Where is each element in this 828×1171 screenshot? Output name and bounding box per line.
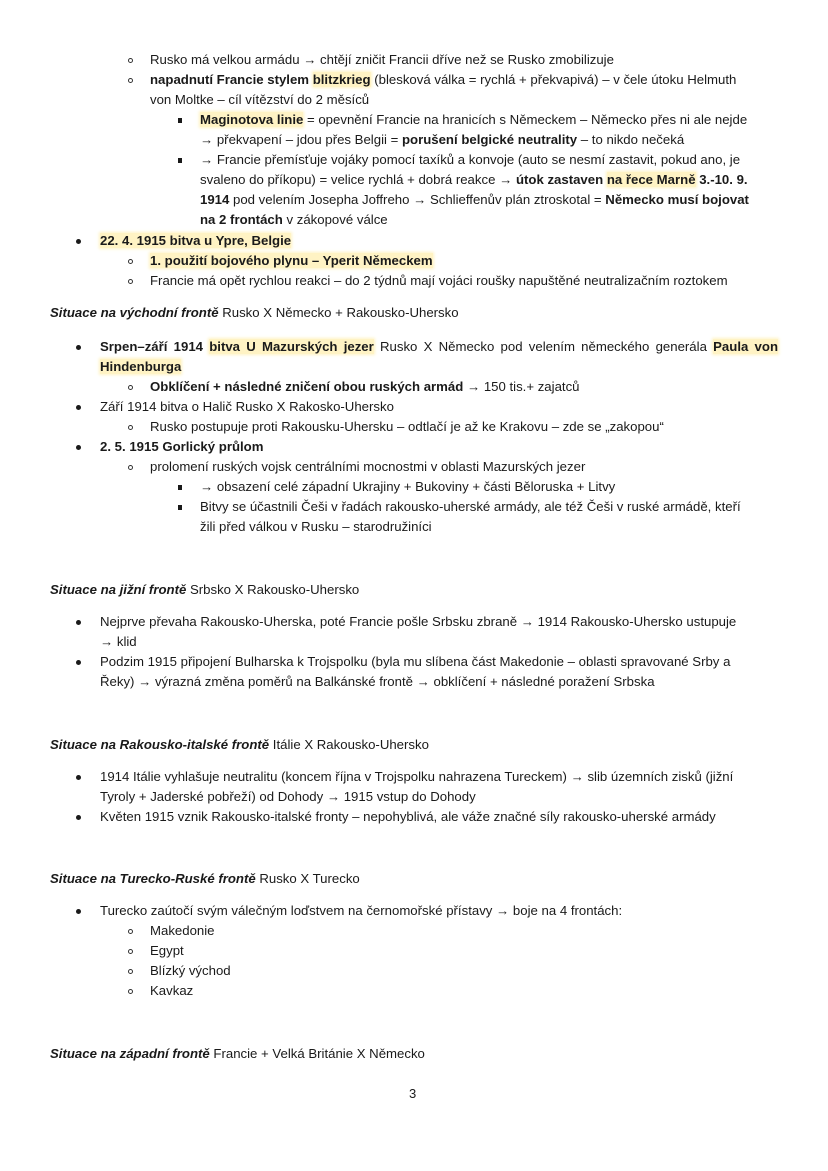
heading-subtitle: Itálie X Rakousko-Uhersko <box>269 737 429 752</box>
list-item-continuation <box>200 210 388 230</box>
list-item: → obsazení celé západní Ukrajiny + Bukoviny + části Běloruska + Litvy <box>200 479 616 494</box>
text: svaleno do příkopu) = velice rychlá + dobrá reakce → <box>200 172 516 187</box>
circle-bullet-icon <box>128 465 133 470</box>
bold-text: na 2 frontách <box>200 212 283 227</box>
list-item-continuation: žili před válkou v Rusku – starodružiníci <box>200 519 432 534</box>
list-item: Květen 1915 vznik Rakousko-italské fronty – nepohyblivá, ale váže značné síly rakousko-uherské armády <box>100 809 716 824</box>
list-item <box>100 231 291 251</box>
bold-text: porušení belgické neutrality <box>401 132 578 147</box>
list-item-front: Egypt <box>150 943 184 958</box>
text: = opevnění Francie na hranicích s Německem – Německo přes ni ale nejde <box>303 112 748 127</box>
disc-bullet-icon <box>76 660 81 665</box>
list-item-continuation <box>200 130 684 150</box>
text: Rusko X Německo pod velením německého generála <box>373 339 714 354</box>
list-item: Rusko postupuje proti Rakousku-Uhersku – odtlačí je až ke Krakovu – zde se „zakopou“ <box>150 419 664 434</box>
list-item <box>200 110 747 130</box>
circle-bullet-icon <box>128 949 133 954</box>
list-item-front: Blízký východ <box>150 963 231 978</box>
heading-text: Situace na Turecko-Ruské frontě <box>50 871 256 886</box>
bold-text: Německo musí bojovat <box>605 192 749 207</box>
disc-bullet-icon <box>76 445 81 450</box>
list-item: Nejprve převaha Rakousko-Uherska, poté Francie pošle Srbsku zbraně → 1914 Rakousko-Uhersko ustupuje <box>100 614 737 629</box>
heading-text: Situace na západní frontě <box>50 1046 210 1061</box>
bold-text: Srpen–září 1914 <box>100 339 210 354</box>
section-heading-west <box>50 1044 425 1064</box>
circle-bullet-icon <box>128 425 133 430</box>
list-item: Turecko zaútočí svým válečným loďstvem na černomořské přístavy → boje na 4 frontách: <box>100 903 623 918</box>
highlighted-text: blitzkrieg <box>312 72 371 87</box>
text: (blesková válka = rychlá + překvapivá) – v čele útoku Helmuth <box>370 72 737 87</box>
circle-bullet-icon <box>128 385 133 390</box>
circle-bullet-icon <box>128 969 133 974</box>
circle-bullet-icon <box>128 279 133 284</box>
heading-subtitle: Rusko X Turecko <box>255 871 360 886</box>
highlighted-text: bitva U Mazurských jezer <box>209 339 374 354</box>
bold-text: Obklíčení + následné zničení obou ruských armád <box>150 379 464 394</box>
list-item <box>150 377 580 397</box>
list-item-continuation: → klid <box>100 634 137 649</box>
square-bullet-icon <box>178 118 182 123</box>
list-item-continuation: Tyroly + Jaderské pobřeží) od Dohody → 1915 vstup do Dohody <box>100 789 476 804</box>
disc-bullet-icon <box>76 909 81 914</box>
text: → 150 tis.+ zajatců <box>463 379 580 394</box>
list-item <box>100 337 778 357</box>
highlighted-text: na řece Marně <box>606 172 696 187</box>
disc-bullet-icon <box>76 345 81 350</box>
circle-bullet-icon <box>128 989 133 994</box>
bold-text: 1914 <box>200 192 230 207</box>
square-bullet-icon <box>178 158 182 163</box>
heading-text: Situace na Rakousko-italské frontě <box>50 737 270 752</box>
list-item: 1914 Itálie vyhlašuje neutralitu (koncem října v Trojspolku nahrazena Tureckem) → slib územních zisků (jižní <box>100 769 734 784</box>
highlighted-text: 1. použití bojového plynu – Yperit Německem <box>150 253 433 268</box>
list-item: Rusko má velkou armádu → chtějí zničit Francii dříve než se Rusko zmobilizuje <box>150 52 614 67</box>
list-item: Bitvy se účastnili Češi v řadách rakousko-uherské armády, ale též Češi v ruské armádě, kteří <box>200 499 741 514</box>
disc-bullet-icon <box>76 775 81 780</box>
circle-bullet-icon <box>128 78 133 83</box>
disc-bullet-icon <box>76 405 81 410</box>
section-heading-east <box>50 303 459 323</box>
list-item-front: Makedonie <box>150 923 215 938</box>
list-item: 2. 5. 1915 Gorlický průlom <box>100 439 264 454</box>
page-number: 3 <box>409 1086 417 1101</box>
circle-bullet-icon <box>128 58 133 63</box>
list-item: Podzim 1915 připojení Bulharska k Trojspolku (byla mu slíbena část Makedonie – oblasti spravované Srby a <box>100 654 731 669</box>
section-heading-turkey <box>50 869 360 889</box>
highlighted-text: Hindenburga <box>100 359 182 374</box>
heading-text: Situace na jižní frontě <box>50 582 187 597</box>
section-heading-italy <box>50 735 429 755</box>
square-bullet-icon <box>178 485 182 490</box>
list-item: Francie má opět rychlou reakci – do 2 týdnů mají vojáci roušky napuštěné neutralizačním roztokem <box>150 273 728 288</box>
text: pod velením Josepha Joffreho → Schlieffenův plán ztroskotal = <box>229 192 606 207</box>
list-item-continuation <box>200 170 748 190</box>
circle-bullet-icon <box>128 259 133 264</box>
list-item-continuation <box>200 190 749 210</box>
highlighted-text: 22. 4. 1915 bitva u Ypre, Belgie <box>100 233 292 248</box>
text: v zákopové válce <box>282 212 388 227</box>
list-item <box>150 70 778 90</box>
highlighted-text: Maginotova linie <box>200 112 304 127</box>
heading-subtitle: Rusko X Německo + Rakousko-Uhersko <box>218 305 459 320</box>
circle-bullet-icon <box>128 929 133 934</box>
heading-text: Situace na východní frontě <box>50 305 219 320</box>
bold-text: útok zastaven <box>515 172 607 187</box>
heading-subtitle: Francie + Velká Británie X Německo <box>209 1046 425 1061</box>
list-item: prolomení ruských vojsk centrálními mocnostmi v oblasti Mazurských jezer <box>150 459 586 474</box>
disc-bullet-icon <box>76 620 81 625</box>
list-item-front: Kavkaz <box>150 983 194 998</box>
list-item: → Francie přemísťuje vojáky pomocí taxíků a konvoje (auto se nesmí zastavit, pokud ano, je <box>200 152 741 167</box>
text: – to nikdo nečeká <box>577 132 685 147</box>
bold-text: 3.-10. 9. <box>695 172 748 187</box>
text: → překvapení – jdou přes Belgii = <box>200 132 402 147</box>
heading-subtitle: Srbsko X Rakousko-Uhersko <box>186 582 360 597</box>
section-heading-south <box>50 580 359 600</box>
list-item: Září 1914 bitva o Halič Rusko X Rakosko-Uhersko <box>100 399 394 414</box>
disc-bullet-icon <box>76 239 81 244</box>
bold-text: napadnutí Francie stylem <box>150 72 313 87</box>
list-item-continuation: von Moltke – cíl vítězství do 2 měsíců <box>150 92 370 107</box>
disc-bullet-icon <box>76 815 81 820</box>
list-item-continuation <box>100 357 181 377</box>
list-item <box>150 251 433 271</box>
highlighted-text: Paula von <box>713 339 778 354</box>
square-bullet-icon <box>178 505 182 510</box>
list-item-continuation: Řeky) → výrazná změna poměrů na Balkánské frontě → obklíčení + následné poražení Srbska <box>100 674 655 689</box>
